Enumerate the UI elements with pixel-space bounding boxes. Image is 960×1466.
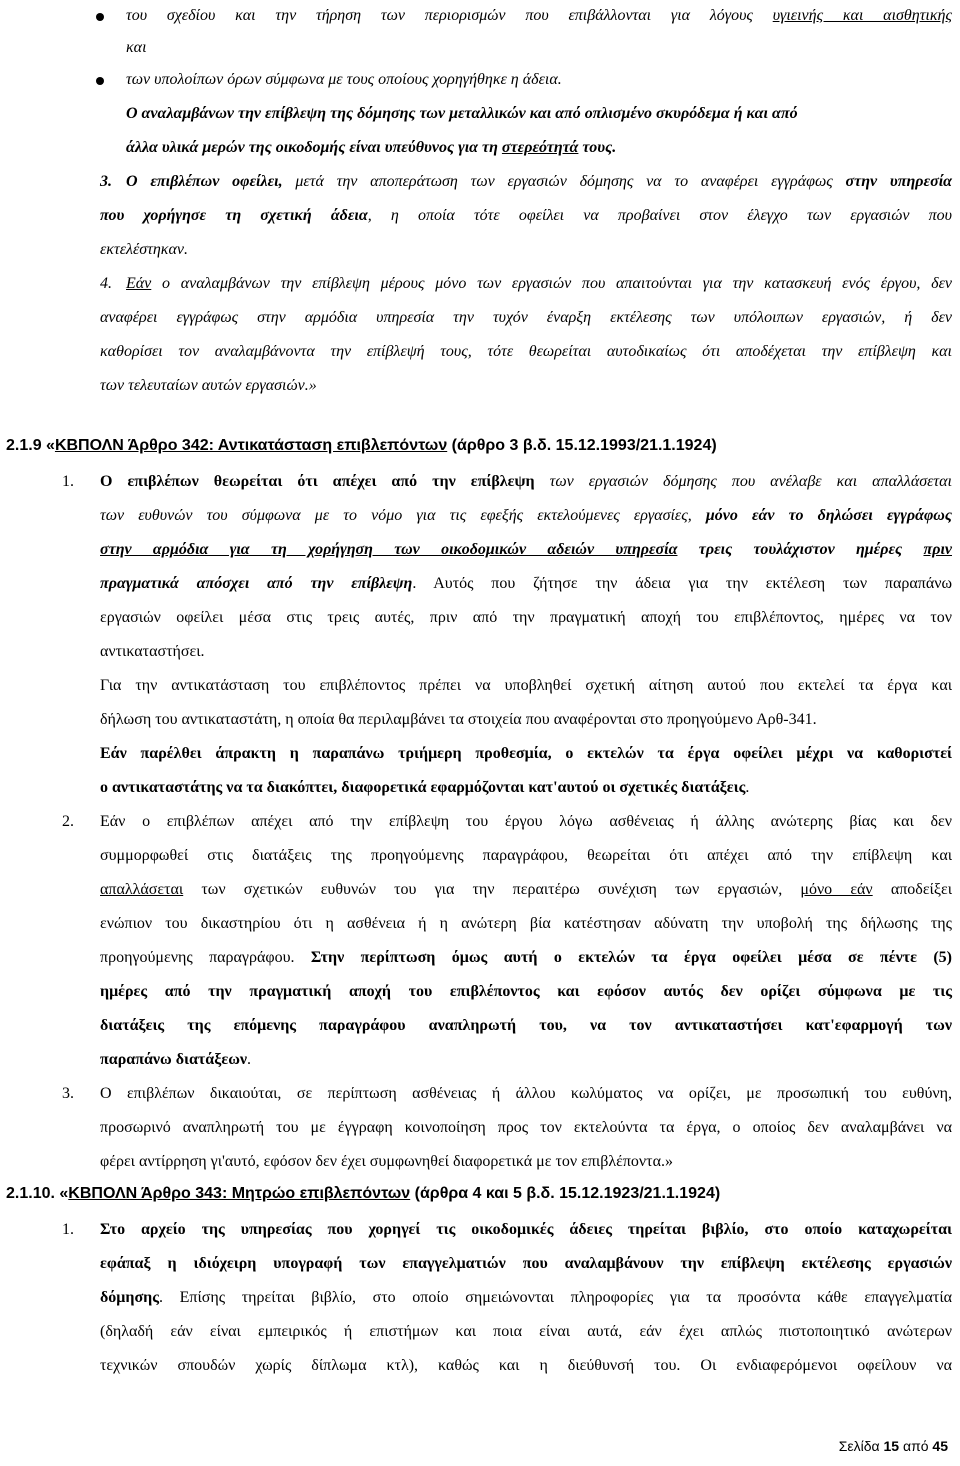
heading-number: 2.1.10. «	[6, 1185, 69, 1202]
text: των σχετικών ευθυνών του για την περαιτέρω συνέχιση των εργασιών,	[183, 881, 801, 898]
text-bold: Στην περίπτωση όμως αυτή ο εκτελών τα έργα οφείλει μέσα σε πέντε (5)	[310, 949, 952, 966]
text: του σχεδίου και την τήρηση των περιορισμών που επιβάλλονται για λόγους	[126, 7, 773, 24]
text-bold: παραπάνω διατάξεων	[100, 1051, 248, 1068]
paragraph-line: προσωρινό αναπληρωτή του με έγγραφη κοινοποίηση προς τον εκτελούντα τα έργα, ο οποίος δεν αναλαμβάνει να	[100, 1119, 952, 1136]
page-footer	[839, 1438, 948, 1454]
list-number: 3.	[100, 173, 112, 190]
paragraph-line	[100, 206, 952, 226]
text-underlined: μόνο εάν	[800, 881, 873, 898]
heading-title: ΚΒΠΟΛΝ Άρθρο 342: Αντικατάσταση επιβλεπόντων	[54, 437, 448, 454]
text-underlined: υγιεινής και αισθητικής	[772, 7, 952, 24]
paragraph-line	[100, 574, 952, 594]
text: . Επίσης τηρείται βιβλίο, στο οποίο σημειώνονται πληροφορίες για τα προσόντα κάθε επαγγελματία	[159, 1289, 952, 1306]
text-bold: δόμησης	[100, 1289, 159, 1306]
paragraph-line	[126, 172, 952, 192]
paragraph-line: καθορίσει τον αναλαμβάνοντα την επίβλεψή τους, τότε θεωρείται αυτοδικαίως ότι αποδέχεται την επίβλεψη και	[100, 343, 952, 360]
paragraph-line	[100, 948, 952, 968]
text: μετά την αποπεράτωση των εργασιών δόμησης να το αναφέρει εγγράφως	[282, 173, 846, 190]
text-bold: ο αντικαταστάτης να τα διακόπτει, διαφορετικά εφαρμόζονται κατ'αυτού οι σχετικές διατάξεις	[100, 779, 746, 796]
text-underlined: απαλλάσεται	[100, 881, 184, 898]
paragraph-line: Για την αντικατάσταση του επιβλέποντος πρέπει να υποβληθεί σχετική αίτηση αυτού που εκτελεί τα έργα και	[100, 677, 952, 694]
paragraph-line: Εάν παρέλθει άπρακτη η παραπάνω τριήμερη προθεσμία, ο εκτελών τα έργα οφείλει μέχρι να καθοριστεί	[100, 745, 952, 762]
text: των ευθυνών του σύμφωνα με το νόμο για τις εφεξής εκτελούμενες εργασίες,	[100, 507, 706, 524]
paragraph-line: εφάπαξ η ιδιόχειρη υπογραφή των επαγγελματιών που αναλαμβάνουν την επίβλεψη εκτέλεσης εργασιών	[100, 1255, 952, 1272]
text-bold: μόνο εάν το δηλώσει εγγράφως	[705, 507, 952, 524]
text: , η οποία τότε οφείλει να προβαίνει στον έλεγχο των εργασιών που	[367, 207, 952, 224]
bullet-line-2: των υπολοίπων όρων σύμφωνα με τους οποίους χορηγήθηκε η άδεια.	[126, 71, 562, 88]
list-number: 1.	[62, 1221, 74, 1238]
text-bold: Ο επιβλέπων οφείλει,	[126, 173, 283, 190]
paragraph-line: Ο επιβλέπων δικαιούται, σε περίπτωση ασθένειας ή άλλου κωλύματος να ορίζει, με προσωπική του ευθύνη,	[100, 1085, 952, 1102]
paragraph-line: ενώπιον του δικαστηρίου ότι η ασθένεια ή η ανώτερη βία κατέστησαν αδύνατη την υποβολή της δήλωσης της	[100, 915, 952, 932]
paragraph-line	[100, 880, 952, 900]
paragraph-line: εργασιών οφείλει μέσα στις τρεις αυτές, πριν από την πραγματική αποχή του επιβλέποντος, ημέρες να τον	[100, 609, 952, 626]
current-page: 15	[883, 1438, 900, 1454]
list-number: 1.	[62, 473, 74, 490]
section-heading	[6, 1184, 720, 1204]
list-number: 3.	[62, 1085, 74, 1102]
paragraph-line: (δηλαδή εάν είναι εμπειρικός ή επιστήμων και ποια είναι αυτά, εάν έχει απλώς πιστοποιητικό ανώτερων	[100, 1323, 952, 1340]
paragraph-line	[100, 472, 952, 492]
paragraph-line: αντικαταστήσει.	[100, 643, 205, 660]
paragraph-line	[100, 506, 952, 526]
paragraph-line: διατάξεις της επόμενης παραγράφου αναπληρωτή του, να τον αντικαταστήσει κατ'εφαρμογή των	[100, 1017, 952, 1034]
paragraph-line: Εάν ο επιβλέπων απέχει από την επίβλεψη του έργου λόγω ασθένειας ή άλλης ανώτερης βίας και δεν	[100, 813, 952, 830]
text: προηγούμενης παραγράφου.	[100, 949, 311, 966]
bullet-icon	[96, 13, 104, 21]
text: τους.	[578, 139, 617, 156]
paragraph-line	[100, 1050, 251, 1070]
paragraph-line: Στο αρχείο της υπηρεσίας που χορηγεί τις οικοδομικές άδειες τηρείται βιβλίο, στο οποίο καταχωρείται	[100, 1221, 952, 1238]
bullet-icon	[96, 77, 104, 85]
text-bold: πραγματικά απόσχει από την επίβλεψη	[100, 575, 413, 592]
paragraph-line: δήλωση του αντικαταστάτη, η οποία θα περιλαμβάνει τα στοιχεία που αναφέρονται στο προηγούμενο Αρθ-341.	[100, 711, 817, 728]
paragraph-line: συμμορφωθεί στις διατάξεις της προηγούμενης παραγράφου, θεωρείται ότι απέχει από την επίβλεψη και	[100, 847, 952, 864]
text-underlined: στην αρμόδια για τη χορήγηση των οικοδομικών αδειών υπηρεσία	[100, 541, 678, 558]
total-pages: 45	[932, 1438, 948, 1454]
paragraph-line	[126, 274, 952, 294]
section-heading	[6, 436, 717, 456]
heading-number: 2.1.9 «	[6, 437, 55, 454]
paragraph-line: εκτελέστηκαν.	[100, 241, 188, 258]
footer-label: από	[899, 1438, 933, 1454]
paragraph-line	[126, 138, 616, 158]
text: .	[745, 779, 750, 796]
paragraph-line	[100, 778, 749, 798]
heading-title: ΚΒΠΟΛΝ Άρθρο 343: Μητρώο επιβλεπόντων	[68, 1185, 411, 1202]
paragraph-line: Ο αναλαμβάνων την επίβλεψη της δόμησης των μεταλλικών και από οπλισμένο σκυρόδεμα ή και από	[126, 105, 798, 122]
text: των εργασιών δόμησης που ανέλαβε και απαλλάσεται	[534, 473, 952, 490]
text-bold: Ο επιβλέπων θεωρείται ότι απέχει από την επίβλεψη	[100, 473, 535, 490]
list-number: 4.	[100, 275, 112, 292]
bullet-line-1-cont: και	[126, 39, 147, 56]
paragraph-line: αναφέρει εγγράφως στην αρμόδια υπηρεσία την τυχόν έναρξη εκτέλεσης των υπόλοιπων εργασιών, ή δεν	[100, 309, 952, 326]
text-bold: τρεις τουλάχιστον ημέρες	[677, 541, 924, 558]
heading-source: (άρθρα 4 και 5 β.δ. 15.12.1923/21.1.1924)	[410, 1185, 721, 1202]
text-underlined: πριν	[923, 541, 952, 558]
text: .	[247, 1051, 252, 1068]
heading-source: (άρθρο 3 β.δ. 15.12.1993/21.1.1924)	[447, 437, 717, 454]
text: ο αναλαμβάνων την επίβλεψη μέρους μόνο των εργασιών που απαιτούνται για την κατασκευή ενός έργου, δεν	[151, 275, 952, 292]
text-bold: που χορήγησε τη σχετική άδεια	[100, 207, 368, 224]
paragraph-line: των τελευταίων αυτών εργασιών.»	[100, 377, 317, 394]
text: άλλα υλικά μερών της οικοδομής είναι υπεύθυνος για τη	[126, 139, 502, 156]
paragraph-line	[100, 1288, 952, 1308]
paragraph-line	[100, 540, 952, 560]
text-bold: στην υπηρεσία	[845, 173, 953, 190]
text-underlined: στερεότητά	[501, 139, 579, 156]
list-number: 2.	[62, 813, 74, 830]
paragraph-line: τεχνικών σπουδών χωρίς δίπλωμα κτλ), καθώς και η διεύθυνσή του. Οι ενδιαφερόμενοι οφείλουν να	[100, 1357, 952, 1374]
paragraph-line: ημέρες από την πραγματική αποχή του επιβλέποντος και εφόσον αυτός δεν ορίζει σύμφωνα με τις	[100, 983, 952, 1000]
text: . Αυτός που ζήτησε την άδεια για την εκτέλεση των παραπάνω	[412, 575, 952, 592]
text: αποδείξει	[872, 881, 953, 898]
footer-label: Σελίδα	[838, 1438, 884, 1454]
paragraph-line: φέρει αντίρρηση γι'αυτό, εφόσον δεν έχει συμφωνηθεί διαφορετικά με τον επιβλέποντα.»	[100, 1153, 673, 1170]
text-underlined: Εάν	[126, 275, 152, 292]
bullet-line-1	[126, 6, 952, 26]
